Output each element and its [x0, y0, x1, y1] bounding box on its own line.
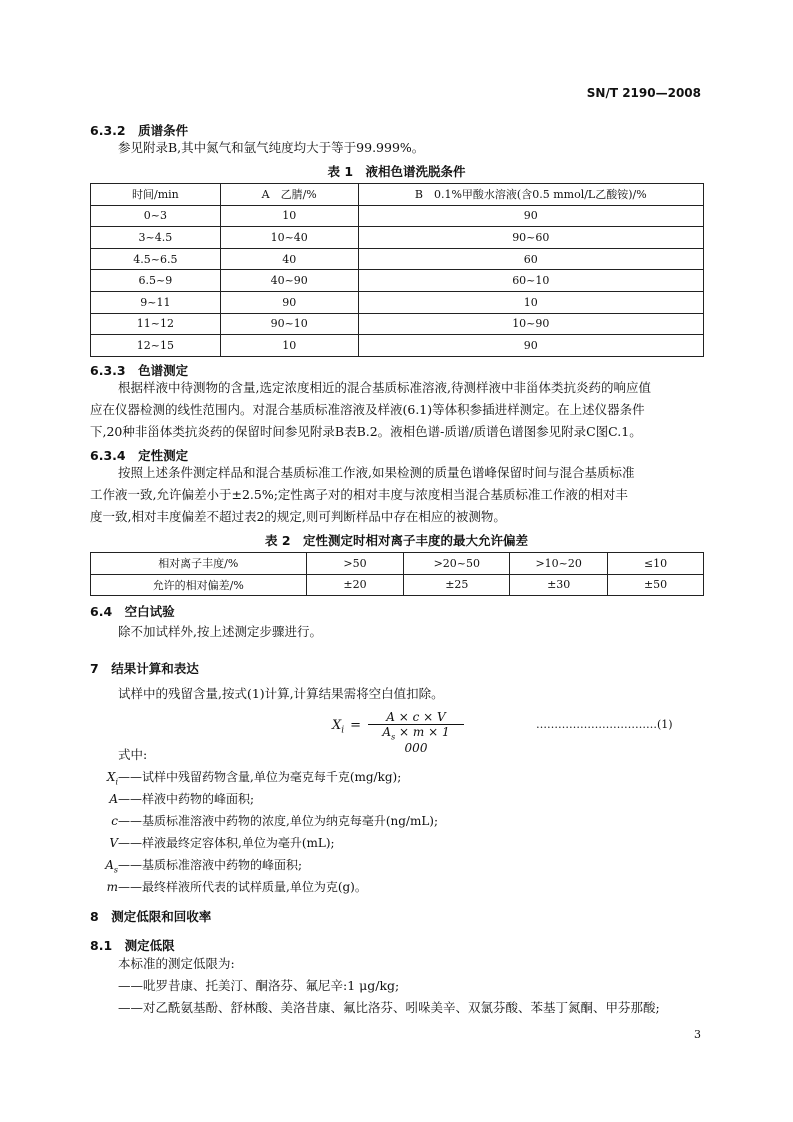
section-6-3-4-line-3: 度一致,相对丰度偏差不超过表2的规定,则可判断样品中存在相应的被测物。 [90, 509, 506, 524]
list-item: ——吡罗昔康、托美汀、酮洛芬、氟尼辛:1 μg/kg; [118, 978, 400, 993]
section-8-1-heading: 8.1 测定低限 [90, 938, 175, 953]
table-cell: 90 [358, 335, 703, 357]
table-cell: 60~10 [358, 270, 703, 292]
table-cell: >10~20 [510, 553, 608, 575]
variable-definitions [74, 766, 438, 898]
table-cell: 90 [220, 291, 358, 313]
table-cell: >20~50 [404, 553, 510, 575]
section-6-4-text: 除不加试样外,按上述测定步骤进行。 [118, 624, 322, 639]
section-8-1-text: 本标准的测定低限为: [118, 956, 235, 971]
definition-item: m——最终样液所代表的试样质量,单位为克(g)。 [74, 876, 438, 898]
definition-item: c——基质标准溶液中药物的浓度,单位为纳克每毫升(ng/mL); [74, 810, 438, 832]
section-6-3-3-line-3: 下,20种非甾体类抗炎药的保留时间参见附录B表B.2。液相色谱-质谱/质谱色谱图参见附录C图C.1。 [90, 424, 642, 439]
section-7-text: 试样中的残留含量,按式(1)计算,计算结果需将空白值扣除。 [118, 686, 444, 701]
table-cell: 10~40 [220, 227, 358, 249]
table-row [91, 291, 704, 313]
definition-symbol: $X_i$ [106, 770, 118, 787]
table-row [91, 553, 704, 575]
table-row [91, 227, 704, 249]
table-cell: 10~90 [358, 313, 703, 335]
table-cell: >50 [306, 553, 404, 575]
formula-numerator: A × c × V [368, 710, 464, 725]
table-row [91, 574, 704, 596]
table-cell: 10 [358, 291, 703, 313]
table-cell: 90~60 [358, 227, 703, 249]
table-cell: 6.5~9 [91, 270, 221, 292]
table-row [91, 270, 704, 292]
table-row [91, 248, 704, 270]
table-cell: 10 [220, 335, 358, 357]
table-cell: 允许的相对偏差/% [91, 574, 307, 596]
section-6-3-2-heading: 6.3.2 质谱条件 [90, 123, 189, 138]
section-6-3-3-line-2: 应在仪器检测的线性范围内。对混合基质标准溶液及样液(6.1)等体积参插进样测定。在上述仪器条件 [90, 402, 645, 417]
section-6-3-4-heading: 6.3.4 定性测定 [90, 448, 189, 463]
table-cell: 10 [220, 205, 358, 227]
table-header-cell: A 乙腈/% [220, 184, 358, 206]
table-cell: 12~15 [91, 335, 221, 357]
section-8-heading: 8 测定低限和回收率 [90, 909, 212, 924]
table-cell: ±25 [404, 574, 510, 596]
table-cell: ±30 [510, 574, 608, 596]
table-1-caption: 表 1 液相色谱洗脱条件 [327, 164, 466, 179]
table-cell: 0~3 [91, 205, 221, 227]
formula-denominator: $A_s \times m \times 1$ 000 [382, 725, 450, 756]
table-cell: 9~11 [91, 291, 221, 313]
definition-item: A——样液中药物的峰面积; [74, 788, 438, 810]
table-cell: ±20 [306, 574, 404, 596]
formula-number: ……………………………(1) [536, 718, 673, 731]
table-cell: ≤10 [608, 553, 704, 575]
section-7-heading: 7 结果计算和表达 [90, 661, 199, 676]
table-cell: 60 [358, 248, 703, 270]
definition-symbol: V [109, 836, 118, 850]
table-header-cell: 时间/min [91, 184, 221, 206]
table-1-header-row [91, 184, 704, 206]
formula-fraction [368, 710, 464, 755]
definition-item: $X_i——$试样中残留药物含量,单位为毫克每千克(mg/kg); [74, 766, 438, 788]
definition-symbol: A [109, 792, 118, 806]
table-row [91, 313, 704, 335]
table-cell: 40 [220, 248, 358, 270]
table-cell: 3~4.5 [91, 227, 221, 249]
section-6-3-4-line-1: 按照上述条件测定样品和混合基质标准工作液,如果检测的质量色谱峰保留时间与混合基质标准 [118, 465, 635, 480]
table-cell: 40~90 [220, 270, 358, 292]
table-cell: 4.5~6.5 [91, 248, 221, 270]
definition-item: $A_s——$基质标准溶液中药物的峰面积; [74, 854, 438, 876]
table-header-cell: B 0.1%甲酸水溶液(含0.5 mmol/L乙酸铵)/% [358, 184, 703, 206]
table-cell: 相对离子丰度/% [91, 553, 307, 575]
definition-symbol: c [111, 814, 118, 828]
where-label: 式中: [118, 747, 148, 762]
section-6-3-3-heading: 6.3.3 色谱测定 [90, 363, 189, 378]
definition-symbol: m [106, 880, 118, 894]
table-cell: ±50 [608, 574, 704, 596]
formula-lhs: $X_i$ = [332, 718, 362, 736]
table-row [91, 205, 704, 227]
definition-symbol: $A_s$ [105, 858, 118, 875]
section-6-3-3-line-1: 根据样液中待测物的含量,选定浓度相近的混合基质标准溶液,待测样液中非甾体类抗炎药的响应值 [118, 380, 651, 395]
section-6-3-2-text: 参见附录B,其中氮气和氩气纯度均大于等于99.999%。 [118, 140, 425, 155]
table-cell: 11~12 [91, 313, 221, 335]
table-2 [90, 552, 704, 596]
standard-number: SN/T 2190—2008 [586, 86, 701, 100]
table-2-caption: 表 2 定性测定时相对离子丰度的最大允许偏差 [264, 533, 529, 548]
table-1 [90, 183, 704, 357]
list-item: ——对乙酰氨基酚、舒林酸、美洛昔康、氟比洛芬、吲哚美辛、双氯芬酸、苯基丁氮酮、甲芬那酸; [118, 1000, 660, 1015]
definition-item: V——样液最终定容体积,单位为毫升(mL); [74, 832, 438, 854]
page-number: 3 [694, 1028, 701, 1041]
section-6-3-4-line-2: 工作液一致,允许偏差小于±2.5%;定性离子对的相对丰度与浓度相当混合基质标准工作液的相对丰 [90, 487, 628, 502]
table-cell: 90~10 [220, 313, 358, 335]
table-row [91, 335, 704, 357]
section-6-4-heading: 6.4 空白试验 [90, 604, 175, 619]
table-cell: 90 [358, 205, 703, 227]
